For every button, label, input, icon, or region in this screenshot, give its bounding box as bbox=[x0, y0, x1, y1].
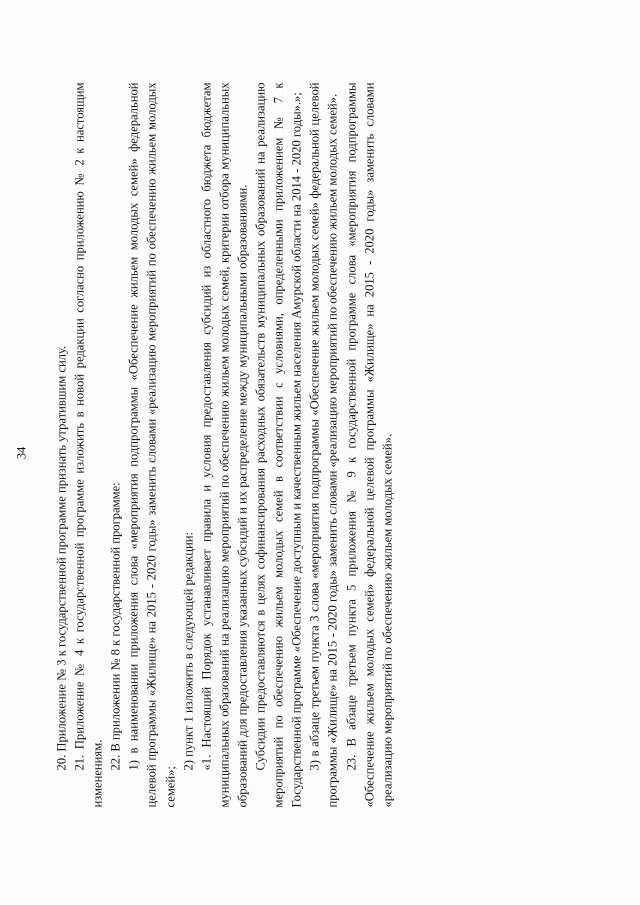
paragraph-22: 22. В приложении № 8 к государственной программе: bbox=[108, 481, 123, 770]
paragraph-22-2: 2) пункт 1 изложить в следующей редакции: bbox=[180, 531, 195, 770]
paragraph-23: 23. В абзаце третьем пункта 5 приложения № 9 к государственной программе слова «мероприятия подпрограммы «Обеспечение жильем молодых семей» федеральной целевой программы «Жилище» на 2015 - 2020 годы» заменить словами «реализацию мероприятий по обеспечению жильем молодых семей». bbox=[343, 82, 394, 807]
paragraph-subsidies: Субсидии предоставляются в целях софинансирования расходных обязательств муниципальных образований на реализацию мероприятий по обеспечению жильем молодых семей в соответствии с условиями, определенными приложением № 7 к Государственной программе «Обеспечение доступным и качественным жильем населения Амурской области на 2014 - 2020 годы».»; bbox=[253, 82, 304, 807]
paragraph-22-3: 3) в абзаце третьем пункта 3 слова «мероприятия подпрограммы «Обеспечение жильем молодых семей» федеральной целевой программы «Жилище» на 2015 - 2020 годы» заменить словами «реализацию мероприятий по обеспечению жильем молодых семей». bbox=[307, 82, 340, 807]
paragraph-20: 20. Приложение № 3 к государственной программе признать утратившим силу. bbox=[54, 345, 68, 770]
document-body bbox=[52, 82, 396, 807]
page-number: 34 bbox=[14, 446, 28, 459]
paragraph-quote-1: «1. Настоящий Порядок устанавливает правила и условия предоставления субсидий из областного бюджета бюджетам муниципальных образований на реализацию мероприятий по обеспечению жильем молодых семей, критерии отбора муниципальных образований для предоставления указанных субсидий и их распределение между муниципальными образованиями. bbox=[198, 82, 249, 807]
paragraph-21: 21. Приложение № 4 к государственной программе изложить в новой редакции согласно приложению № 2 к настоящим изменениям. bbox=[72, 82, 105, 807]
paragraph-22-1: 1) в наименовании приложения слова «мероприятия подпрограммы «Обеспечение жильем молодых семей» федеральной целевой программы «Жилище» на 2015 - 2020 годы» заменить словами «реализацию мероприятий по обеспечению жильем молодых семей»; bbox=[126, 82, 177, 807]
